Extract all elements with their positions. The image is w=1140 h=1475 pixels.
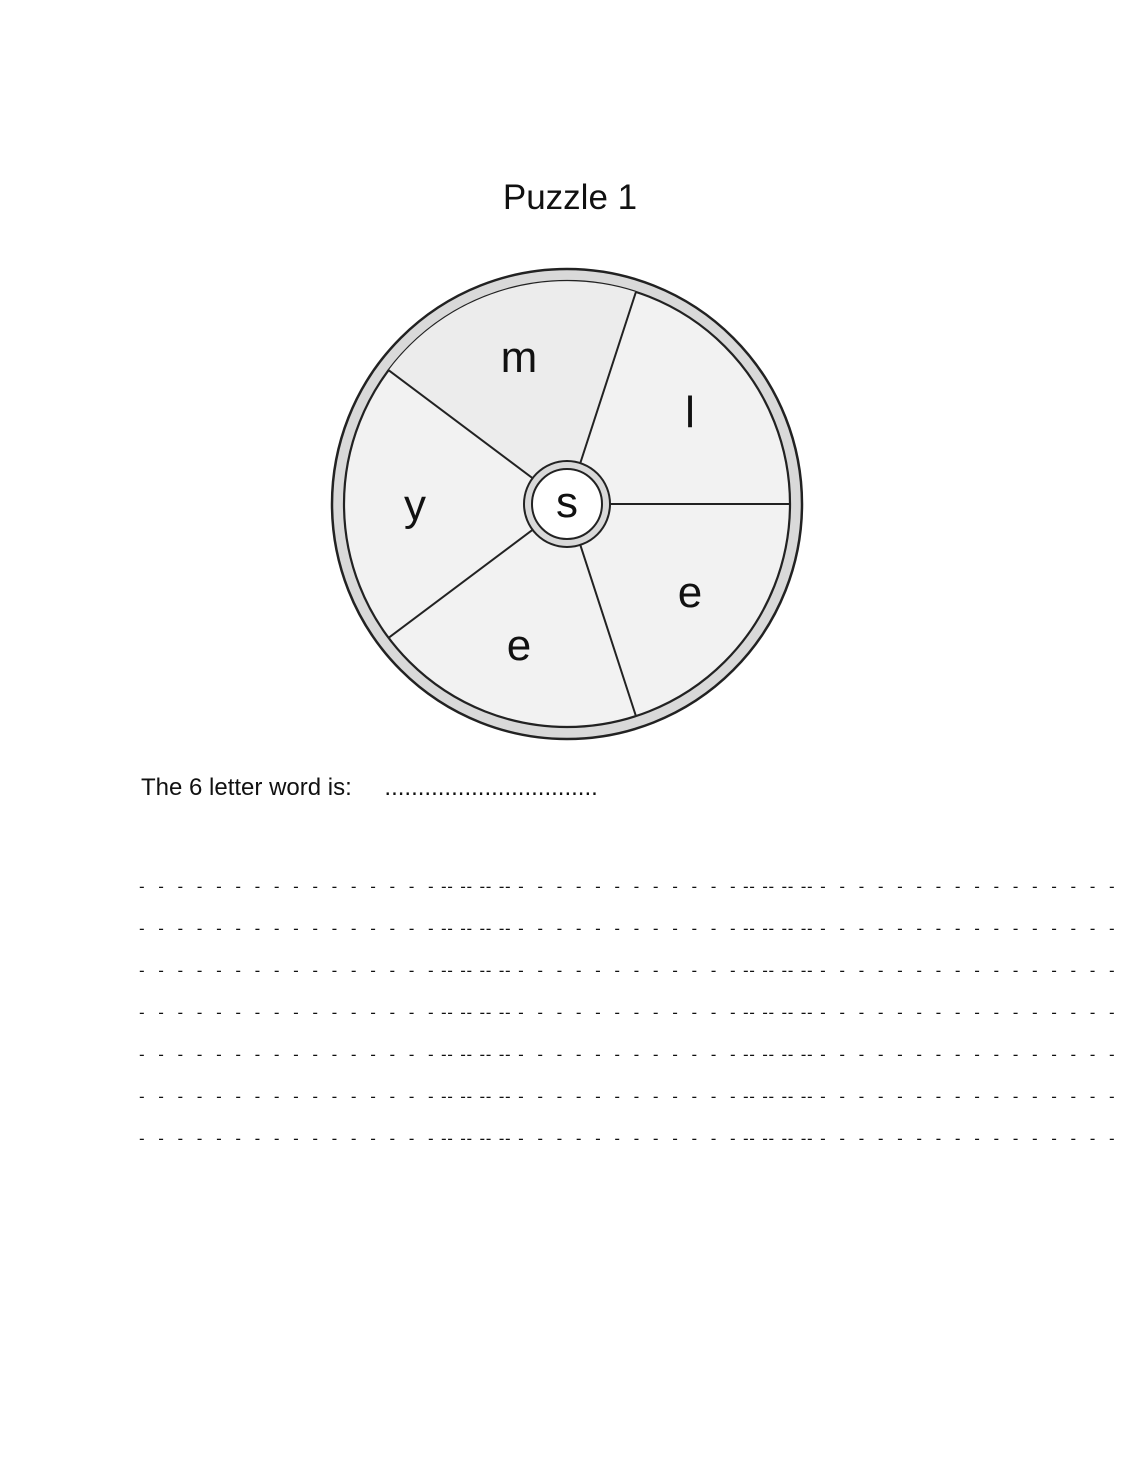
word-blank[interactable]: - - - - - - - - - - - - - - - - - - - - (137, 961, 513, 980)
word-blank[interactable]: - - - - - - - - - - - - - - - - - - - - (137, 1003, 513, 1022)
word-list-row (137, 956, 1117, 998)
word-blank[interactable]: - - - - - - - - - - - - - - - - - - - - (741, 1129, 1117, 1148)
word-blank[interactable]: - - - - - - - - - - - - - - - - - - - - (439, 877, 815, 896)
answer-blank[interactable]: ................................ (384, 774, 598, 801)
answer-line (141, 771, 598, 805)
word-blank[interactable]: - - - - - - - - - - - - - - - - - - - - (741, 1003, 1117, 1022)
letter-wheel (325, 262, 809, 746)
word-list-row (137, 1082, 1117, 1124)
word-blank[interactable]: - - - - - - - - - - - - - - - - - - - - (439, 1003, 815, 1022)
word-blank[interactable]: - - - - - - - - - - - - - - - - - - - - (741, 1045, 1117, 1064)
word-blank[interactable]: - - - - - - - - - - - - - - - - - - - - (439, 919, 815, 938)
word-blank[interactable]: - - - - - - - - - - - - - - - - - - - - (439, 961, 815, 980)
word-blank[interactable]: - - - - - - - - - - - - - - - - - - - - (741, 1087, 1117, 1106)
word-list-row (137, 1040, 1117, 1082)
word-list-row (137, 1124, 1117, 1166)
word-blank[interactable]: - - - - - - - - - - - - - - - - - - - - (137, 877, 513, 896)
word-blank[interactable]: - - - - - - - - - - - - - - - - - - - - (439, 1087, 815, 1106)
word-blank[interactable]: - - - - - - - - - - - - - - - - - - - - (741, 961, 1117, 980)
puzzle-title: Puzzle 1 (502, 178, 638, 217)
wheel-letter-left: y (404, 481, 426, 530)
wheel-letter-top: m (500, 333, 538, 382)
word-blank[interactable]: - - - - - - - - - - - - - - - - - - - - (137, 1129, 513, 1148)
word-blank[interactable]: - - - - - - - - - - - - - - - - - - - - (137, 919, 513, 938)
word-blank[interactable]: - - - - - - - - - - - - - - - - - - - - (137, 1045, 513, 1064)
wheel-letter-upper-right: l (685, 388, 695, 437)
wheel-letter-bottom: e (506, 621, 532, 670)
word-blank[interactable]: - - - - - - - - - - - - - - - - - - - - (741, 877, 1117, 896)
word-blank[interactable]: - - - - - - - - - - - - - - - - - - - - (741, 919, 1117, 938)
wheel-letter-lower-right: e (677, 568, 703, 617)
word-list-row (137, 914, 1117, 956)
word-list-grid (137, 872, 1117, 1166)
word-list-row (137, 872, 1117, 914)
answer-label: The 6 letter word is: (141, 774, 352, 801)
word-list-row (137, 998, 1117, 1040)
word-blank[interactable]: - - - - - - - - - - - - - - - - - - - - (137, 1087, 513, 1106)
wheel-center-letter: s (556, 478, 578, 527)
word-blank[interactable]: - - - - - - - - - - - - - - - - - - - - (439, 1129, 815, 1148)
word-blank[interactable]: - - - - - - - - - - - - - - - - - - - - (439, 1045, 815, 1064)
